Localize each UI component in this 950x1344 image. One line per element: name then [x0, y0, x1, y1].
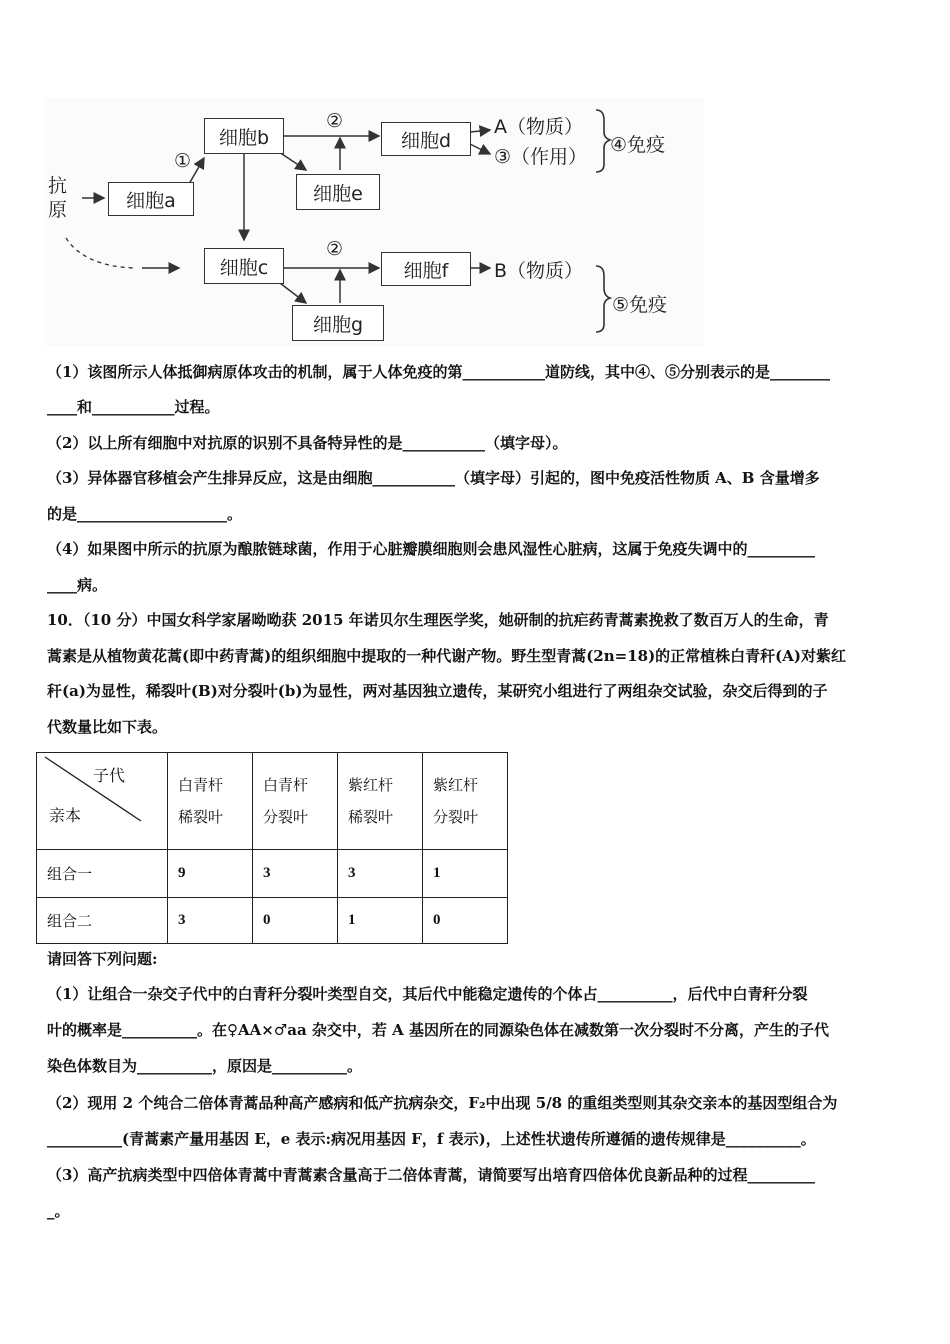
immunity-4-label: ④免疫: [610, 134, 666, 156]
step2-bottom-label: ②: [326, 238, 344, 260]
q10-answer-line-5: __________(青蒿素产量用基因 E，e 表示:病况用基因 F，f 表示)，上述性状遗传所遵循的遗传规律是__________。: [47, 1130, 816, 1148]
cell-c: 细胞c: [204, 248, 284, 284]
output-a-label: A（物质）: [494, 116, 583, 138]
cell-g: 细胞g: [292, 305, 384, 341]
antigen-label: 抗 原: [48, 175, 68, 221]
row-name: 组合二: [37, 898, 168, 944]
step1-label: ①: [174, 150, 192, 172]
cell-e: 细胞e: [296, 174, 380, 210]
q10-answer-line-6: （3）高产抗病类型中四倍体青蒿中青蒿素含量高于二倍体青蒿，请简要写出培育四倍体优良新品种的过程_________: [47, 1166, 815, 1184]
step2-top-label: ②: [326, 110, 344, 132]
output-3-label: ③（作用）: [494, 146, 588, 168]
table-cell: 0: [423, 898, 508, 944]
table-cell: 9: [168, 850, 253, 898]
table-header: 白青杆 分裂叶: [253, 753, 338, 850]
table-cell: 3: [168, 898, 253, 944]
corner-bottom-label: 亲本: [49, 806, 82, 825]
q10-answer-line-3: 染色体数目为__________，原因是__________。: [47, 1057, 363, 1075]
q10-answer-line-4: （2）现用 2 个纯合二倍体青蒿品种高产感病和低产抗病杂交，F₂中出现 5/8 的重组类型则其杂交亲本的基因型组合为: [47, 1094, 838, 1112]
cell-b: 细胞b: [204, 118, 284, 154]
immune-diagram: [44, 98, 704, 346]
table-header: 白青杆 稀裂叶: [168, 753, 253, 850]
table-row: [37, 850, 508, 898]
table-cell: 3: [338, 850, 423, 898]
q9-line-5: 的是____________________。: [47, 505, 243, 523]
q10-answer-line-1: （1）让组合一杂交子代中的白青秆分裂叶类型自交，其后代中能稳定遗传的个体占__________，后代中白青秆分裂: [47, 985, 808, 1003]
cell-f: 细胞f: [381, 252, 471, 286]
q9-line-2: ____和___________过程。: [47, 398, 220, 416]
table-cell: 3: [253, 850, 338, 898]
q9-line-1: （1）该图所示人体抵御病原体攻击的机制，属于人体免疫的第___________道防线，其中④、⑤分别表示的是________: [47, 363, 830, 381]
q9-line-3: （2）以上所有细胞中对抗原的识别不具备特异性的是___________（填字母）。: [47, 434, 568, 452]
output-b-label: B（物质）: [494, 260, 584, 282]
table-header: 紫红杆 分裂叶: [423, 753, 508, 850]
table-header-row: [37, 753, 508, 850]
table-corner-cell: [37, 753, 168, 850]
q9-line-7: ____病。: [47, 576, 108, 594]
immunity-5-label: ⑤免疫: [612, 294, 668, 316]
offspring-table: [36, 752, 508, 944]
row-name: 组合一: [37, 850, 168, 898]
q10-line-2: 蒿素是从植物黄花蒿(即中药青蒿)的组织细胞中提取的一种代谢产物。野生型青蒿(2n=18)的正常植株白青秆(A)对紫红: [47, 647, 847, 665]
q10-line-3: 秆(a)为显性，稀裂叶(B)对分裂叶(b)为显性，两对基因独立遗传，某研究小组进行了两组杂交试验，杂交后得到的子: [47, 682, 828, 700]
cell-d: 细胞d: [381, 122, 471, 156]
cell-a: 细胞a: [108, 182, 194, 216]
q10-line-1: 10．（10 分）中国女科学家屠呦呦获 2015 年诺贝尔生理医学奖，她研制的抗疟药青蒿素挽救了数百万人的生命，青: [47, 611, 829, 629]
table-header: 紫红杆 稀裂叶: [338, 753, 423, 850]
q9-line-6: （4）如果图中所示的抗原为酿脓链球菌，作用于心脏瓣膜细胞则会患风湿性心脏病，这属于免疫失调中的_________: [47, 540, 815, 558]
q10-answer-line-7: _。: [47, 1202, 70, 1220]
corner-top-label: 子代: [93, 766, 126, 785]
table-cell: 1: [423, 850, 508, 898]
table-cell: 0: [253, 898, 338, 944]
q10-prompt: 请回答下列问题:: [47, 950, 158, 968]
table-cell: 1: [338, 898, 423, 944]
q10-line-4: 代数量比如下表。: [47, 718, 168, 736]
q9-line-4: （3）异体器官移植会产生排异反应，这是由细胞___________（填字母）引起的，图中免疫活性物质 A、B 含量增多: [47, 469, 820, 487]
q10-answer-line-2: 叶的概率是__________。在♀AA×♂aa 杂交中，若 A 基因所在的同源染色体在减数第一次分裂时不分离，产生的子代: [47, 1021, 830, 1039]
table-row: [37, 898, 508, 944]
